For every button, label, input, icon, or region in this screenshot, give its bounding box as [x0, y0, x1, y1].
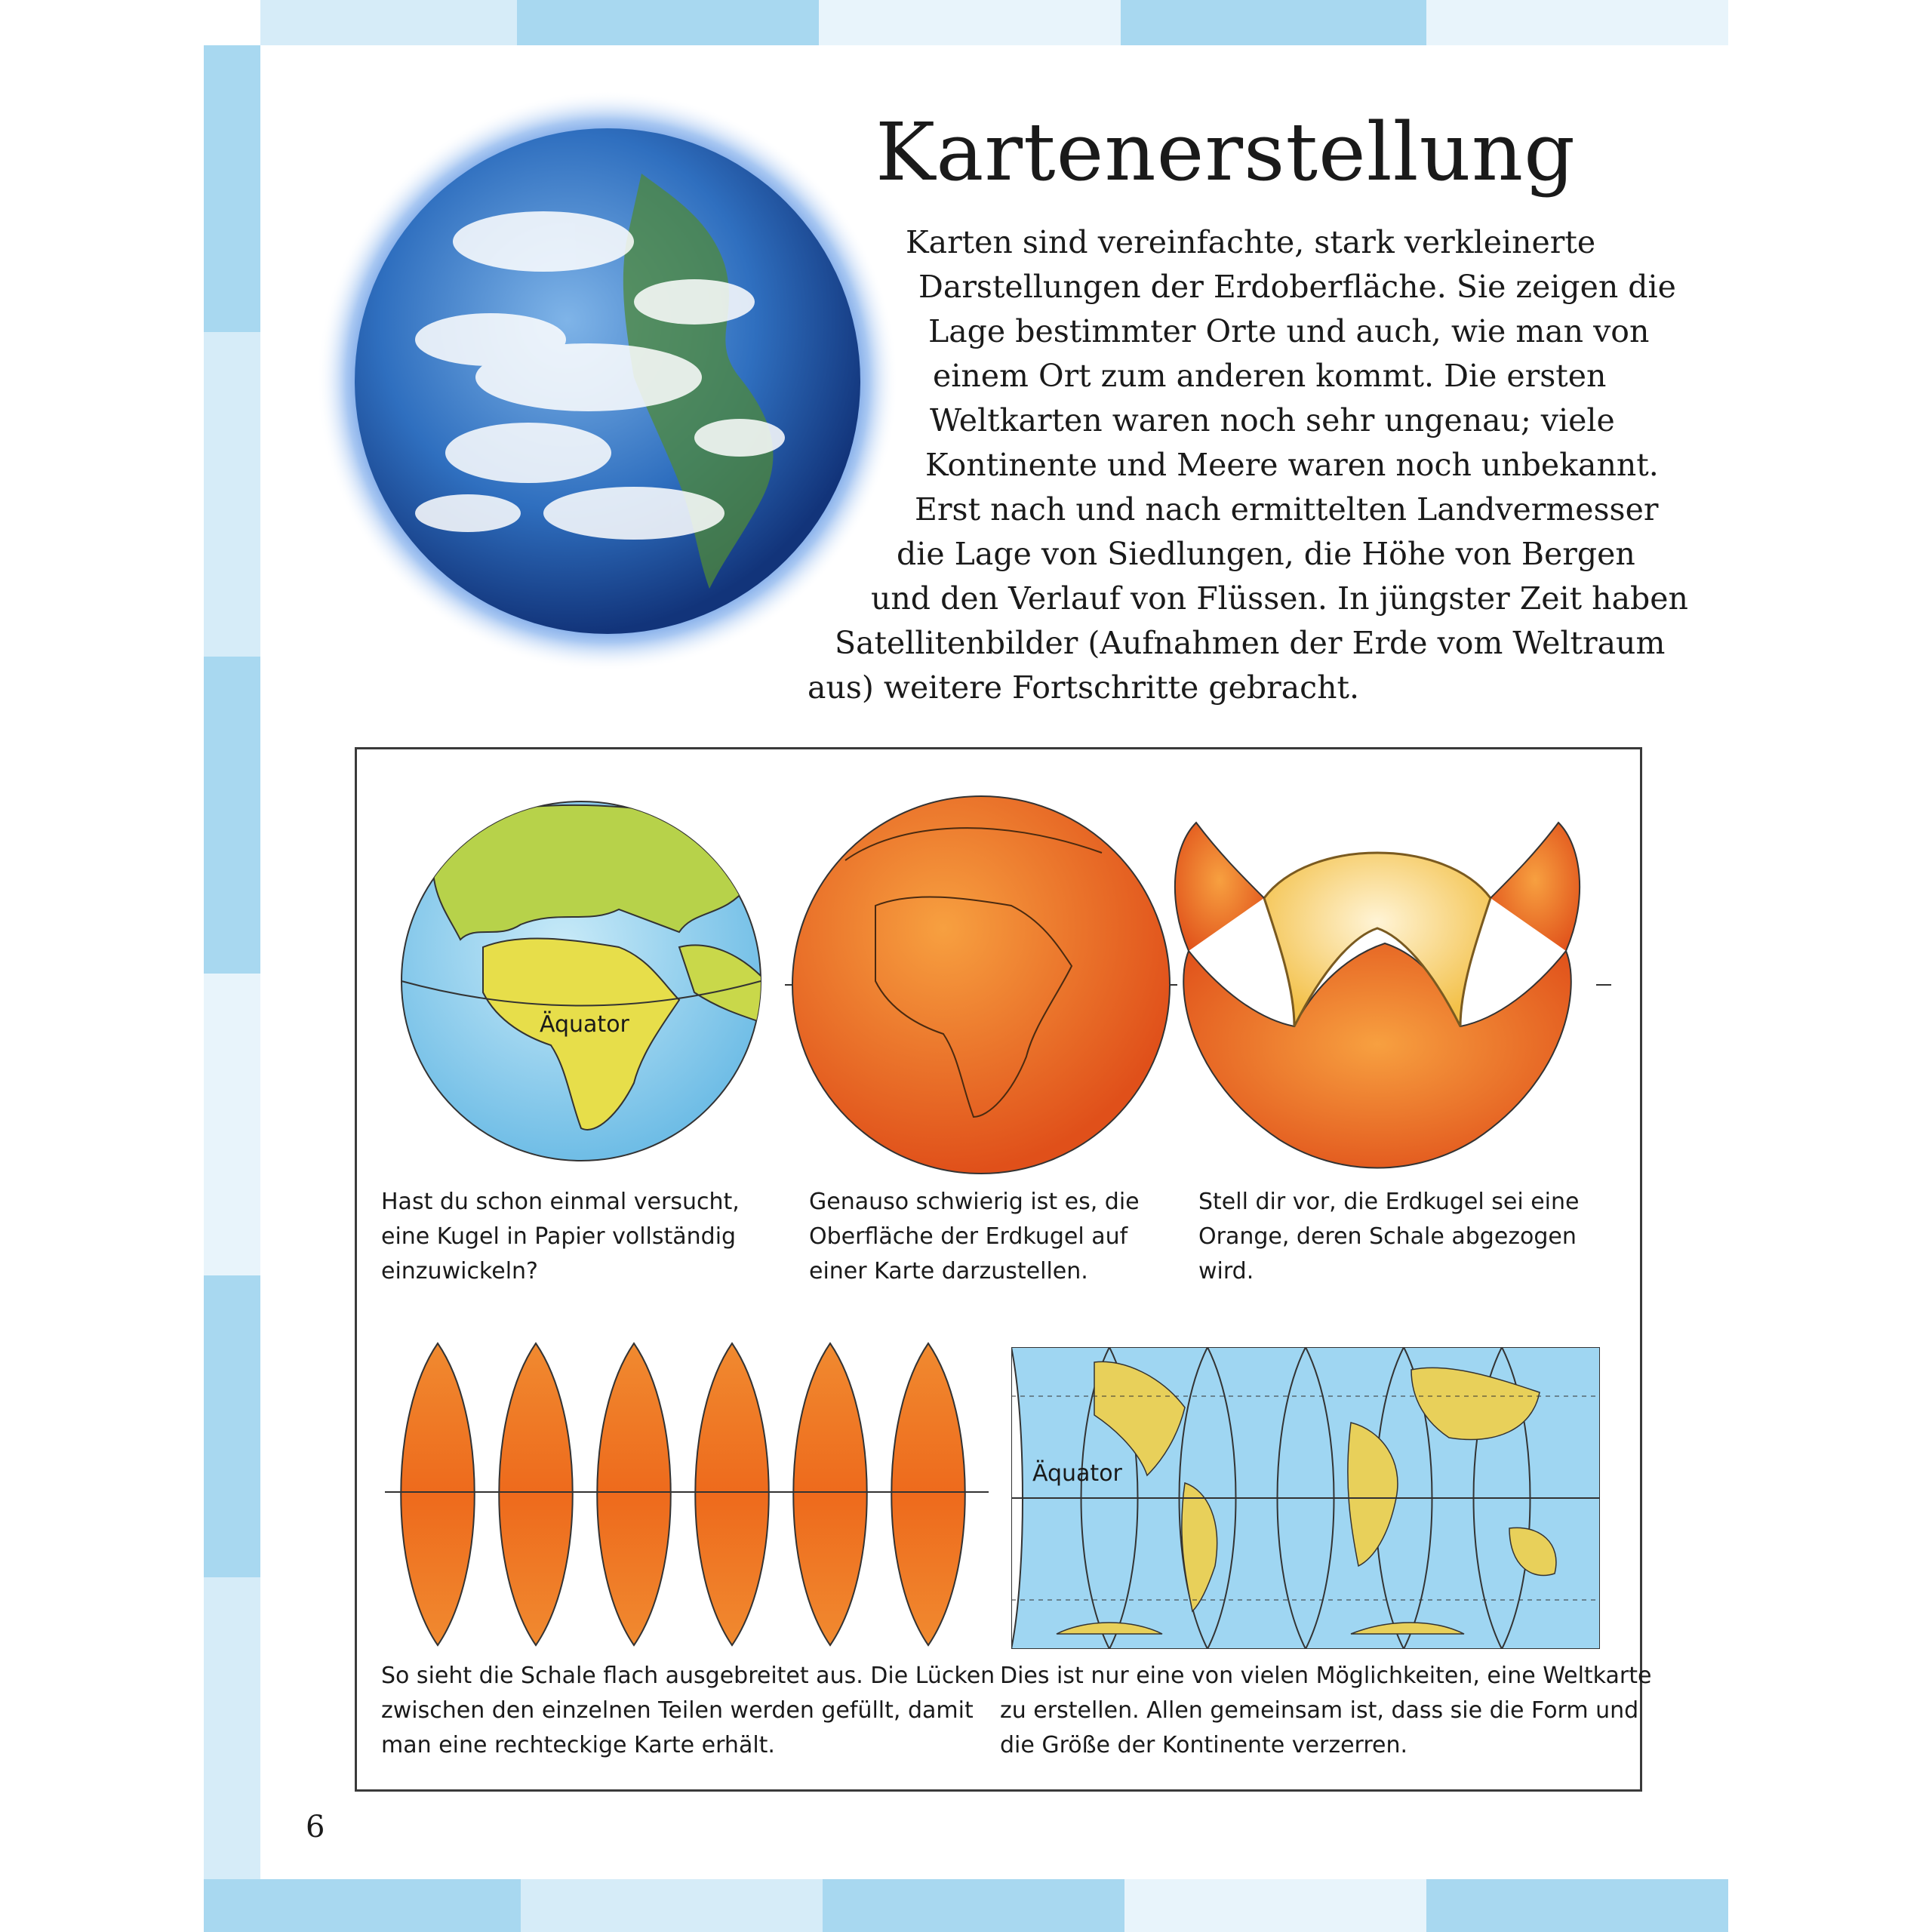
border-tile [1426, 0, 1728, 45]
border-tile [204, 1275, 260, 1577]
world-map-illustration [1011, 1347, 1600, 1649]
earth-photo [317, 91, 898, 672]
caption-line: So sieht die Schale flach ausgebreitet aus. Die Lücken [381, 1663, 995, 1689]
globe-illustration [392, 796, 770, 1166]
intro-line: Darstellungen der Erdoberfläche. Sie zeigen die [918, 269, 1676, 305]
caption-line: Stell dir vor, die Erdkugel sei eine [1198, 1189, 1580, 1215]
intro-line: und den Verlauf von Flüssen. In jüngster Zeit haben [871, 580, 1688, 617]
caption-line: einer Karte darzustellen. [809, 1258, 1088, 1284]
peeled-orange-illustration [1143, 792, 1611, 1177]
caption-line: Dies ist nur eine von vielen Möglichkeiten, eine Weltkarte [1000, 1663, 1652, 1689]
flat-peel-illustration [385, 1340, 989, 1649]
orange-illustration [785, 792, 1177, 1177]
border-tile [521, 1879, 823, 1932]
caption-line: Hast du schon einmal versucht, [381, 1189, 740, 1215]
caption-line: wird. [1198, 1258, 1254, 1284]
caption-line: man eine rechteckige Karte erhält. [381, 1732, 775, 1758]
caption-line: Genauso schwierig ist es, die [809, 1189, 1140, 1215]
border-tile [1124, 1879, 1426, 1932]
intro-line: einem Ort zum anderen kommt. Die ersten [933, 358, 1607, 394]
caption-line: Orange, deren Schale abgezogen [1198, 1223, 1577, 1250]
border-tile [204, 1879, 521, 1932]
page-number: 6 [306, 1810, 325, 1844]
border-tile [204, 1577, 260, 1879]
intro-line: Karten sind vereinfachte, stark verkleinerte [906, 224, 1596, 260]
caption-line: zwischen den einzelnen Teilen werden gefüllt, damit [381, 1697, 974, 1724]
caption-orange [809, 1185, 1140, 1289]
caption-globe [381, 1185, 740, 1289]
border-tile [260, 0, 517, 45]
caption-flat [381, 1659, 995, 1763]
page-title: Kartenerstellung [875, 106, 1576, 198]
border-tile [823, 1879, 1124, 1932]
intro-line: Kontinente und Meere waren noch unbekannt. [925, 447, 1659, 483]
caption-line: Oberfläche der Erdkugel auf [809, 1223, 1128, 1250]
border-tile [204, 974, 260, 1275]
intro-line: die Lage von Siedlungen, die Höhe von Bergen [897, 536, 1635, 572]
border-tile [1426, 1879, 1728, 1932]
caption-map [1000, 1659, 1651, 1763]
intro-line: Satellitenbilder (Aufnahmen der Erde vom Weltraum [835, 625, 1666, 661]
border-tile [204, 45, 260, 332]
equator-label: Äquator [540, 1011, 629, 1038]
border-tile [517, 0, 819, 45]
map-equator-label: Äquator [1032, 1460, 1122, 1487]
border-tile [204, 657, 260, 974]
intro-line: Lage bestimmter Orte und auch, wie man von [928, 313, 1650, 349]
border-tile [819, 0, 1121, 45]
caption-peel [1198, 1185, 1579, 1289]
intro-line: Weltkarten waren noch sehr ungenau; viele [930, 402, 1615, 438]
intro-line: aus) weitere Fortschritte gebracht. [808, 669, 1360, 706]
caption-line: eine Kugel in Papier vollständig [381, 1223, 737, 1250]
intro-line: Erst nach und nach ermittelten Landvermesser [915, 491, 1659, 528]
caption-line: einzuwickeln? [381, 1258, 538, 1284]
border-tile [204, 332, 260, 657]
border-tile [1121, 0, 1426, 45]
caption-line: zu erstellen. Allen gemeinsam ist, dass sie die Form und [1000, 1697, 1639, 1724]
caption-line: die Größe der Kontinente verzerren. [1000, 1732, 1408, 1758]
